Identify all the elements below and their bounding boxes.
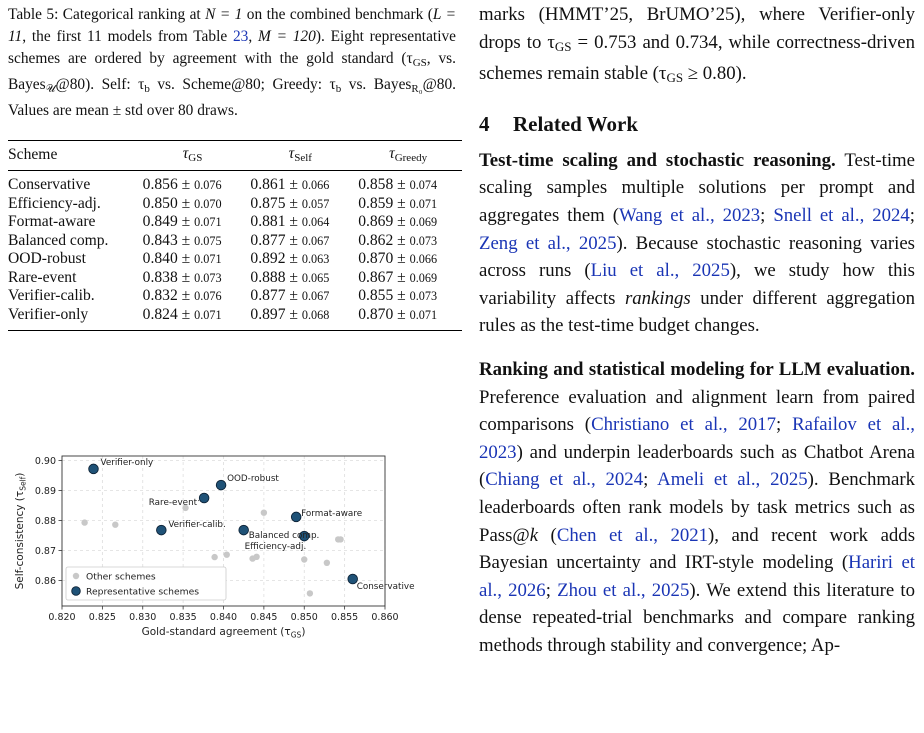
- std-value: 0.071: [194, 215, 222, 229]
- value-cell-greedy: [354, 195, 462, 214]
- scheme-name-cell: Efficiency-adj.: [8, 194, 101, 212]
- std-value: 0.073: [194, 270, 222, 285]
- value-cell-greedy: [354, 250, 462, 269]
- point-label: Format-aware: [301, 508, 363, 519]
- header-sub: Self: [294, 152, 312, 164]
- value-cell-self: [246, 195, 354, 214]
- std-value: 0.073: [409, 233, 438, 248]
- header-tau: τ: [182, 145, 189, 162]
- value-cell-self: [246, 306, 354, 331]
- point-label: Verifier-only: [100, 457, 154, 468]
- point-label: Conservative: [356, 582, 415, 592]
- std-value: 0.063: [301, 252, 330, 266]
- std-value: 0.069: [409, 215, 438, 229]
- y-tick-label: 0.89: [34, 485, 56, 497]
- mean-value: 0.832: [142, 287, 178, 304]
- left-column: [8, 4, 456, 331]
- text-run: = 0.753 and 0.734, while correctness-driven schemes remain stable (τ: [479, 31, 915, 85]
- y-tick-label: 0.90: [34, 455, 56, 467]
- mean-value: 0.840: [142, 250, 178, 267]
- other-scheme-point: [301, 556, 307, 562]
- other-scheme-point: [324, 560, 330, 566]
- header-tau-greedy: [354, 141, 462, 171]
- std-value: 0.067: [301, 233, 330, 248]
- mean-value: 0.897: [250, 305, 286, 323]
- table-row: [8, 250, 462, 269]
- value-cell-greedy: [354, 232, 462, 251]
- point-label: Balanced comp.: [248, 531, 320, 542]
- annotation-line: [198, 500, 199, 501]
- header-tau-gs: [139, 141, 247, 171]
- results-table: [8, 140, 462, 331]
- plus-minus-sign: ±: [393, 250, 410, 267]
- mean-value: 0.877: [250, 231, 286, 249]
- representative-scheme-point: [157, 525, 167, 535]
- mean-value: 0.849: [142, 213, 178, 230]
- caption-math: M = 120: [257, 28, 316, 45]
- std-value: 0.070: [194, 196, 222, 211]
- mean-value: 0.888: [250, 268, 286, 286]
- value-cell-gs: [139, 287, 247, 306]
- table-row: [8, 213, 462, 232]
- mean-value: 0.838: [142, 268, 178, 286]
- caption-subscript: R₀: [411, 83, 423, 95]
- mean-value: 0.877: [250, 287, 286, 304]
- header-sub: GS: [188, 152, 203, 164]
- mean-value: 0.862: [358, 231, 394, 249]
- scheme-name-cell: Rare-event: [8, 268, 77, 286]
- x-tick-label: 0.855: [331, 612, 359, 623]
- plus-minus-sign: ±: [393, 194, 410, 212]
- caption-subscript: 𝒰: [45, 83, 56, 95]
- scheme-name-cell: Verifier-calib.: [8, 287, 95, 304]
- scheme-name-cell: Verifier-only: [8, 305, 89, 323]
- value-cell-gs: [139, 171, 247, 195]
- std-value: 0.074: [409, 178, 438, 192]
- representative-scheme-point: [216, 480, 226, 490]
- citation-link[interactable]: Snell et al., 2024: [773, 204, 910, 226]
- x-tick-label: 0.860: [371, 612, 399, 623]
- caption-subscript: b: [144, 83, 150, 95]
- text-run: ;: [760, 204, 774, 226]
- x-tick-label: 0.840: [209, 612, 238, 623]
- value-cell-self: [246, 269, 354, 288]
- mean-value: 0.892: [250, 250, 286, 267]
- std-value: 0.057: [301, 196, 330, 211]
- representative-scheme-point: [199, 493, 209, 503]
- value-cell-gs: [139, 306, 247, 331]
- plus-minus-sign: ±: [177, 250, 195, 267]
- std-value: 0.066: [301, 178, 330, 192]
- std-value: 0.065: [301, 270, 330, 285]
- header-tau-self: [246, 141, 354, 171]
- std-value: 0.075: [194, 233, 222, 248]
- caption-subscript: GS: [412, 57, 427, 69]
- mean-value: 0.861: [250, 176, 286, 193]
- legend-marker-other: [73, 573, 79, 579]
- value-cell-gs: [139, 250, 247, 269]
- value-cell-gs: [139, 195, 247, 214]
- value-cell-gs: [139, 232, 247, 251]
- std-value: 0.071: [194, 307, 222, 322]
- value-cell-self: [246, 232, 354, 251]
- table-row: [8, 232, 462, 251]
- plus-minus-sign: ±: [393, 213, 410, 230]
- citation-link[interactable]: Zhou et al., 2025: [557, 579, 690, 601]
- plus-minus-sign: ±: [177, 305, 195, 323]
- table-row: [8, 306, 462, 331]
- std-value: 0.069: [409, 270, 438, 285]
- plus-minus-sign: ±: [177, 268, 195, 286]
- paragraph-ranking-modeling: [479, 356, 915, 660]
- value-cell-self: [246, 213, 354, 232]
- scatter-chart: [0, 448, 440, 648]
- mean-value: 0.867: [358, 268, 394, 286]
- plus-minus-sign: ±: [393, 231, 410, 249]
- value-cell-greedy: [354, 287, 462, 306]
- plus-minus-sign: ±: [393, 287, 410, 304]
- text-run: ) and underpin leaderboards such as Chatbot Arena (: [479, 441, 915, 491]
- mean-value: 0.870: [358, 250, 394, 267]
- plus-minus-sign: ±: [285, 287, 302, 304]
- mean-value: 0.858: [358, 176, 394, 193]
- x-tick-label: 0.820: [48, 612, 76, 623]
- plus-minus-sign: ±: [177, 231, 195, 249]
- value-cell-greedy: [354, 269, 462, 288]
- y-tick-label: 0.86: [34, 575, 56, 587]
- italic-text: rankings: [624, 287, 691, 309]
- caption-text: ). Eight representative schemes are ordered by agreement with the gold standard (τ: [8, 28, 456, 67]
- std-value: 0.076: [194, 289, 222, 303]
- std-value: 0.067: [301, 289, 330, 303]
- caption-text: @80. Values are mean ± std over 80 draws.: [8, 76, 456, 119]
- caption-text: vs. Bayes: [341, 76, 412, 93]
- std-value: 0.073: [409, 289, 438, 303]
- table-caption: [8, 4, 456, 122]
- header-tau: τ: [288, 145, 295, 162]
- caption-subscript: b: [335, 83, 342, 95]
- scheme-name-cell: OOD-robust: [8, 250, 86, 267]
- value-cell-self: [246, 171, 354, 195]
- text-run: Preference evaluation and alignment learn from paired comparisons (: [479, 386, 915, 436]
- text-run: ;: [909, 204, 915, 226]
- caption-text: Table 5: Categorical ranking at: [8, 6, 206, 23]
- mean-value: 0.843: [142, 231, 178, 249]
- point-label: Rare-event: [148, 498, 198, 508]
- text-run: Test-time scaling samples multiple solutions per prompt and aggregates them (: [479, 149, 916, 226]
- citation-link[interactable]: Liu et al., 2025: [590, 260, 730, 282]
- citation-link[interactable]: Ameli et al., 2025: [657, 469, 808, 491]
- point-label: Verifier-calib.: [168, 520, 226, 531]
- citation-link[interactable]: Chen et al., 2021: [556, 524, 709, 546]
- text-run: (: [538, 524, 557, 546]
- other-scheme-point: [211, 554, 217, 560]
- caption-text: on the combined benchmark (: [242, 6, 433, 23]
- caption-text: ,: [248, 28, 258, 45]
- std-value: 0.071: [409, 196, 438, 211]
- plus-minus-sign: ±: [177, 287, 195, 304]
- plus-minus-sign: ±: [177, 176, 195, 193]
- std-value: 0.076: [194, 178, 222, 192]
- table-row: [8, 287, 462, 306]
- text-run: ), we study how this variability affects: [479, 260, 915, 309]
- value-cell-self: [246, 287, 354, 306]
- citation-link[interactable]: Zeng et al., 2025: [479, 232, 617, 254]
- header-scheme: Scheme: [8, 145, 58, 163]
- citation-link[interactable]: Hariri et al., 2026: [479, 552, 915, 601]
- x-axis-label: Gold-standard agreement $(\tau_{GS})$: [141, 626, 306, 640]
- italic-text: k: [529, 524, 539, 546]
- mean-value: 0.856: [142, 176, 178, 193]
- scheme-name-cell: Conservative: [8, 176, 91, 193]
- text-run: ). We extend this literature to dense repeated-trial benchmarks and compare ranking methods through stability and convergence; Ap-: [479, 579, 915, 656]
- table-header-row: [8, 141, 462, 171]
- mean-value: 0.881: [250, 213, 286, 230]
- caption-text: vs. Scheme@80; Greedy: τ: [149, 76, 336, 93]
- plus-minus-sign: ±: [177, 194, 195, 212]
- table-row: [8, 171, 462, 195]
- paragraph-test-time-scaling: [479, 147, 915, 340]
- plus-minus-sign: ±: [285, 176, 302, 193]
- std-value: 0.064: [301, 215, 330, 229]
- text-run: ). Benchmark leaderboards often rank models by task metrics such as Pass@: [479, 469, 915, 546]
- section-heading: [479, 112, 915, 137]
- citation-link[interactable]: Christiano et al., 2017: [591, 414, 776, 436]
- x-tick-label: 0.835: [169, 612, 197, 623]
- other-scheme-point: [112, 522, 118, 528]
- x-tick-label: 0.825: [88, 612, 116, 623]
- scheme-name-cell: Format-aware: [8, 213, 96, 230]
- std-value: 0.066: [409, 252, 438, 266]
- value-cell-self: [246, 250, 354, 269]
- value-cell-greedy: [354, 171, 462, 195]
- plus-minus-sign: ±: [285, 231, 302, 249]
- text-run: under different aggregation rules as the test-time budget changes.: [479, 287, 915, 337]
- table-row: [8, 195, 462, 214]
- plus-minus-sign: ±: [285, 305, 302, 323]
- text-run: marks (HMMT’25, BrUMO’25), where Verifier-only drops to τ: [479, 4, 915, 53]
- plus-minus-sign: ±: [393, 268, 410, 286]
- plus-minus-sign: ±: [285, 213, 302, 230]
- caption-math: N = 1: [205, 6, 243, 23]
- citation-link[interactable]: Rafailov et al., 2023: [479, 414, 915, 463]
- scheme-name-cell: Balanced comp.: [8, 231, 109, 249]
- value-cell-gs: [139, 213, 247, 232]
- table-row: [8, 269, 462, 288]
- text-run: ), and recent work adds Bayesian uncertainty and IRT-style modeling (: [479, 524, 916, 574]
- representative-scheme-point: [291, 512, 301, 522]
- representative-scheme-point: [89, 464, 99, 474]
- intro-paragraph: [479, 1, 915, 92]
- value-cell-greedy: [354, 306, 462, 331]
- mean-value: 0.859: [358, 194, 394, 212]
- text-run: ;: [775, 414, 793, 436]
- citation-link[interactable]: Wang et al., 2023: [618, 204, 761, 226]
- table-body: [8, 171, 462, 331]
- text-run: ;: [643, 469, 658, 491]
- citation-link[interactable]: Chiang et al., 2024: [485, 469, 644, 491]
- mean-value: 0.855: [358, 287, 394, 304]
- representative-scheme-point: [239, 525, 249, 535]
- plus-minus-sign: ±: [285, 250, 302, 267]
- plus-minus-sign: ±: [393, 176, 410, 193]
- mean-value: 0.869: [358, 213, 394, 230]
- std-value: 0.071: [409, 307, 438, 322]
- point-label: OOD-robust: [227, 474, 279, 485]
- y-tick-label: 0.87: [34, 545, 56, 557]
- header-tau: τ: [389, 145, 395, 162]
- value-cell-gs: [139, 269, 247, 288]
- plus-minus-sign: ±: [285, 194, 302, 212]
- mean-value: 0.870: [358, 305, 394, 323]
- mean-value: 0.875: [250, 194, 286, 212]
- other-scheme-point: [261, 510, 267, 516]
- caption-text: @80). Self: τ: [55, 76, 145, 93]
- y-tick-label: 0.88: [34, 515, 56, 527]
- point-label: Efficiency-adj.: [244, 542, 307, 553]
- paragraph-title: Ranking and statistical modeling for LLM evaluation.: [479, 358, 915, 380]
- plus-minus-sign: ±: [393, 305, 410, 323]
- subscript: GS: [666, 70, 684, 86]
- mean-value: 0.824: [142, 305, 178, 323]
- right-column: [479, 4, 915, 659]
- plus-minus-sign: ±: [177, 213, 195, 230]
- y-axis-label: Self-consistency $(\tau_{Self})$: [14, 472, 28, 590]
- text-run: ≥ 0.80).: [683, 63, 747, 85]
- other-scheme-point: [224, 552, 230, 558]
- value-cell-greedy: [354, 213, 462, 232]
- x-tick-label: 0.850: [290, 612, 318, 623]
- header-sub: Greedy: [394, 152, 428, 164]
- text-run: ;: [545, 579, 558, 601]
- other-scheme-point: [307, 590, 313, 596]
- other-scheme-point: [253, 554, 259, 560]
- table-reference-link[interactable]: 23: [232, 28, 249, 45]
- paragraph-title: Test-time scaling and stochastic reasoning.: [479, 149, 836, 171]
- legend-label-other: Other schemes: [86, 571, 156, 583]
- text-run: ). Because stochastic reasoning varies across runs (: [479, 232, 915, 282]
- legend-label-representative: Representative schemes: [86, 586, 200, 598]
- caption-text: , vs. Bayes: [8, 50, 456, 93]
- x-tick-label: 0.845: [250, 612, 278, 623]
- other-scheme-point: [81, 519, 87, 525]
- section-title: Related Work: [513, 111, 639, 136]
- caption-text: , the first 11 models from Table: [22, 28, 233, 45]
- legend-marker-representative: [72, 587, 81, 596]
- subscript: GS: [554, 38, 572, 54]
- mean-value: 0.850: [142, 194, 178, 212]
- plus-minus-sign: ±: [285, 268, 302, 286]
- section-number: 4: [479, 111, 490, 136]
- x-tick-label: 0.830: [129, 612, 157, 623]
- other-scheme-point: [337, 536, 343, 542]
- std-value: 0.068: [301, 307, 330, 322]
- caption-math: L = 11: [8, 6, 457, 45]
- std-value: 0.071: [194, 252, 222, 266]
